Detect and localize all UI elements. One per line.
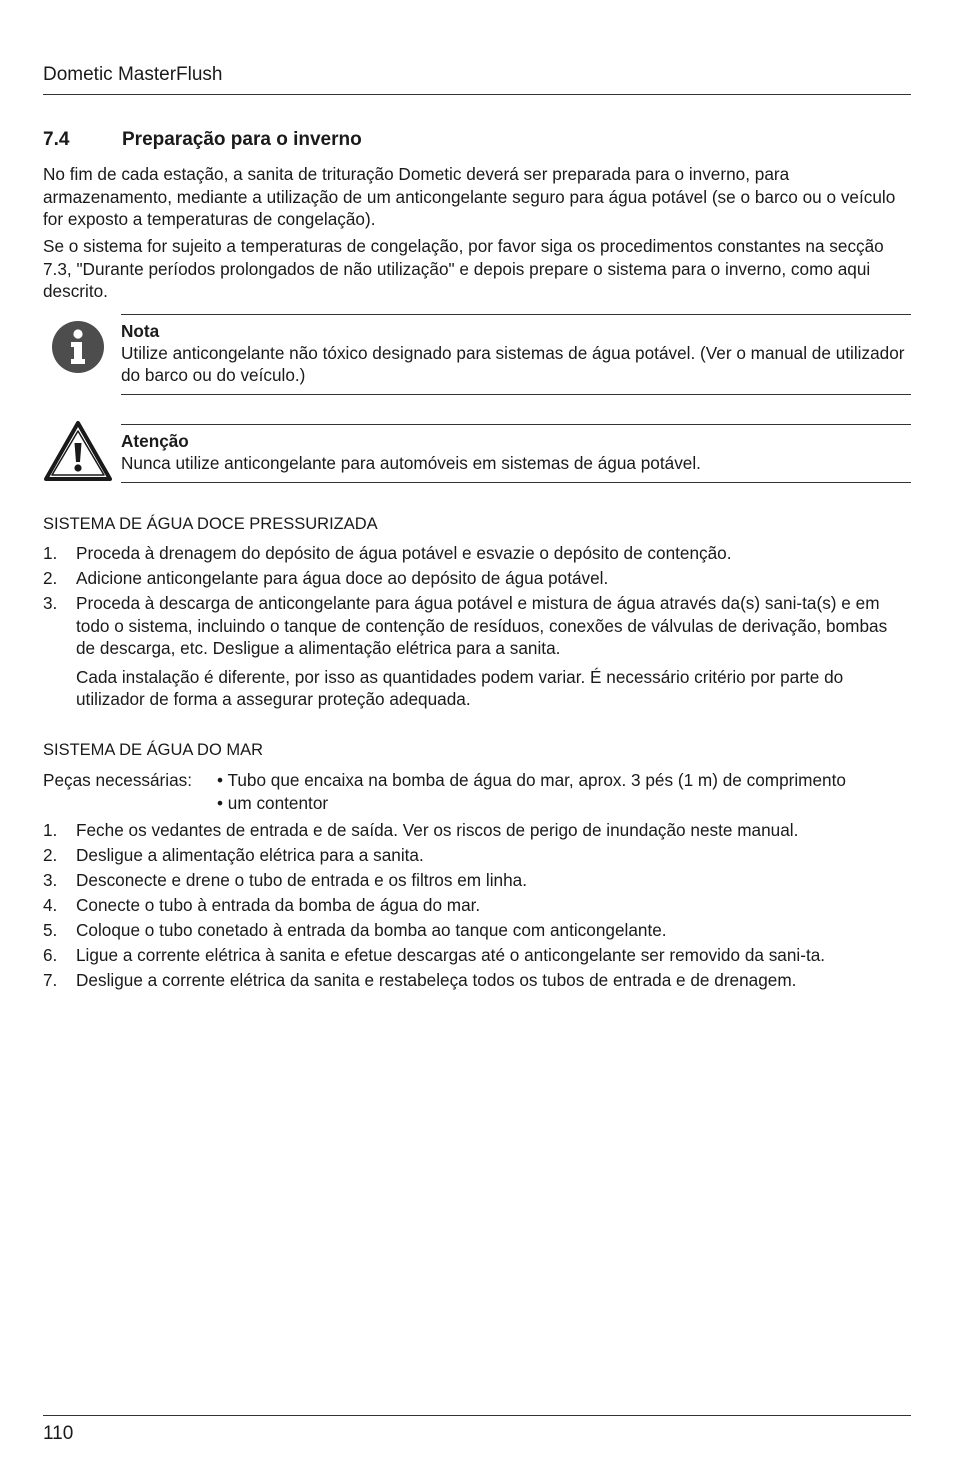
list-item: 6. Ligue a corrente elétrica à sanita e efetue descargas até o anticongelante ser removido da sani-ta. — [43, 945, 826, 965]
freshwater-steps — [43, 542, 911, 713]
section-number: 7.4 — [43, 129, 70, 150]
parts-label: Peças necessárias: — [43, 770, 193, 790]
footer-divider — [43, 1415, 911, 1416]
list-item: 1. Proceda à drenagem do depósito de água potável e esvazie o depósito de contenção. — [43, 543, 732, 563]
step-note: Cada instalação é diferente, por isso as quantidades podem variar. É necessário critério por parte do utilizador de forma a assegurar proteção adequada. — [76, 666, 844, 709]
seawater-heading: SISTEMA DE ÁGUA DO MAR — [43, 741, 264, 759]
warning-label: Atenção — [121, 431, 189, 451]
list-item: 5. Coloque o tubo conetado à entrada da bomba ao tanque com anticongelante. — [43, 920, 667, 940]
header-divider — [43, 94, 911, 95]
header-title: Dometic MasterFlush — [43, 64, 223, 85]
seawater-steps — [43, 819, 911, 994]
info-icon — [51, 320, 105, 379]
list-item: 7. Desligue a corrente elétrica da sanita e restabeleça todos os tubos de entrada e de drenagem. — [43, 970, 797, 990]
list-item: 2. Adicione anticongelante para água doce ao depósito de água potável. — [43, 568, 609, 588]
list-item: • um contentor — [217, 792, 329, 813]
list-item: • Tubo que encaixa na bomba de água do mar, aprox. 3 pés (1 m) de comprimento — [217, 770, 846, 790]
list-item: 2. Desligue a alimentação elétrica para a sanita. — [43, 845, 424, 865]
list-item: 3. Proceda à descarga de anticongelante para água potável e mistura de água através da(s) sani-ta(s) e em todo o sistema, incluindo o tanque de contenção de resíduos, conexões de válvulas de derivação, bombas de descarga, etc. Desligue a alimentação elétrica para a sanita. Cada instalação é diferente, por isso as quantidades podem variar. É necessário critério por parte do utilizador de forma a assegurar proteção adequada. — [43, 592, 911, 711]
note-box — [121, 314, 911, 395]
warning-triangle-icon — [43, 420, 113, 487]
parts-list — [217, 769, 917, 814]
page-number: 110 — [43, 1423, 74, 1444]
intro-paragraph-1: No fim de cada estação, a sanita de trituração Dometic deverá ser preparada para o inverno, para armazenamento, mediante a utilização de um anticongelante seguro para água potável (se o barco ou o veículo for exposto a temperaturas de congelação). — [43, 164, 896, 229]
section-heading — [43, 129, 362, 151]
list-item: 4. Conecte o tubo à entrada da bomba de água do mar. — [43, 895, 481, 915]
warning-box — [121, 424, 911, 483]
list-item: 3. Desconecte e drene o tubo de entrada e os filtros em linha. — [43, 870, 527, 890]
intro-paragraph-2: Se o sistema for sujeito a temperaturas de congelação, por favor siga os procedimentos constantes na secção 7.3, "Durante períodos prolongados de não utilização" e depois prepare o sistema para o inverno, como aqui descrito. — [43, 236, 884, 301]
note-label: Nota — [121, 321, 160, 341]
section-title: Preparação para o inverno — [122, 129, 362, 150]
list-item: 1. Feche os vedantes de entrada e de saída. Ver os riscos de perigo de inundação neste manual. — [43, 820, 799, 840]
warning-text: Nunca utilize anticongelante para automóveis em sistemas de água potável. — [121, 453, 701, 473]
freshwater-heading: SISTEMA DE ÁGUA DOCE PRESSURIZADA — [43, 515, 378, 533]
note-text: Utilize anticongelante não tóxico designado para sistemas de água potável. (Ver o manual de utilizador do barco ou do veículo.) — [121, 343, 905, 385]
